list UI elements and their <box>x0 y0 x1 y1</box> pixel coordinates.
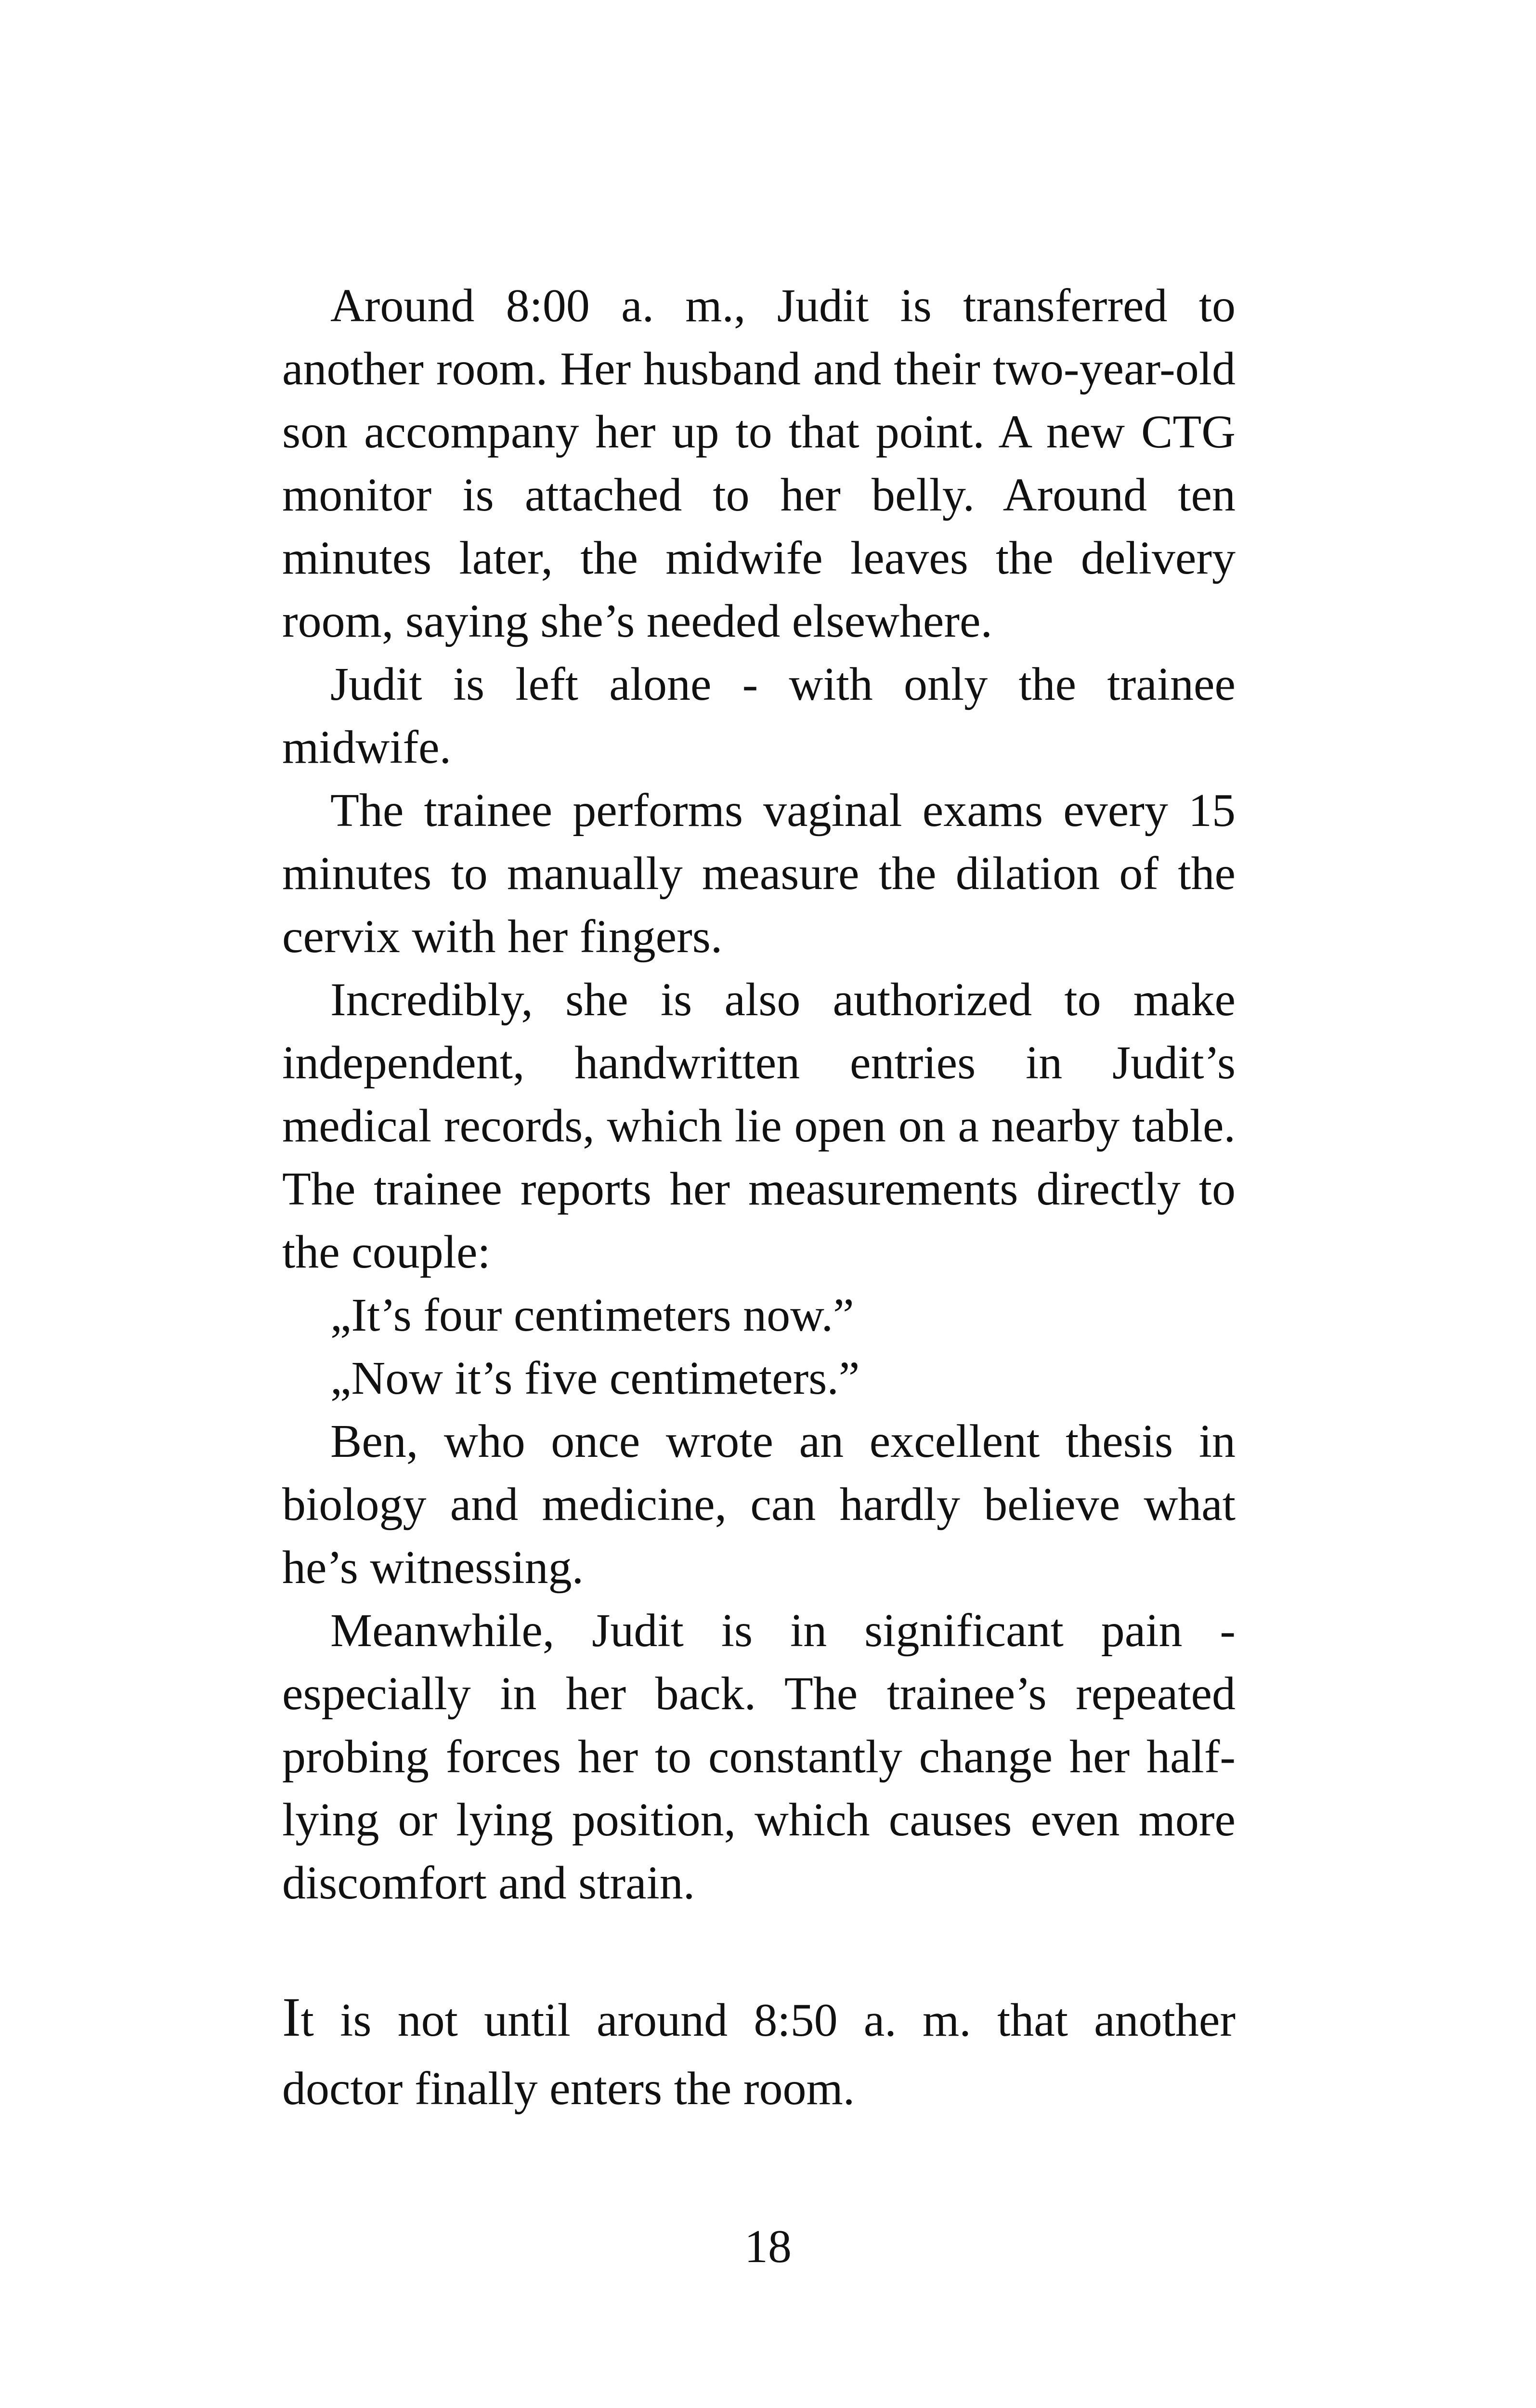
initial-letter: I <box>282 1987 301 2048</box>
paragraph: Around 8:00 a. m., Judit is transferred to another room. Her husband and their two-year-old son accompany her up to that point. A new CTG monitor is attached to her belly. Around ten minutes later, the midwife leaves the delivery room, saying she’s needed elsewhere. <box>282 280 1236 647</box>
dialogue-line: „Now it’s five centimeters.” <box>330 1352 860 1404</box>
paragraph: The trainee performs vaginal exams every 15 minutes to manually measure the dilation of the cervix with her fingers. <box>282 785 1236 963</box>
section-paragraph <box>282 1983 1236 2123</box>
paragraph: Meanwhile, Judit is in significant pain - especially in her back. The trainee’s repeated probing forces her to constantly change her half-lying or lying position, which causes even more discomfort and strain. <box>282 1605 1236 1909</box>
dialogue-line: „It’s four centimeters now.” <box>330 1289 854 1341</box>
paragraph: Ben, who once wrote an excellent thesis in biology and medicine, can hardly believe what he’s witnessing. <box>282 1415 1236 1594</box>
page-number: 18 <box>744 2221 792 2273</box>
body-text <box>282 275 1236 1915</box>
paragraph: Incredibly, she is also authorized to make independent, handwritten entries in Judit’s medical records, which lie open on a nearby table. The trainee reports her measurements directly to the couple: <box>282 974 1236 1278</box>
paragraph: Judit is left alone - with only the trainee midwife. <box>282 658 1236 773</box>
section-text: t is not until around 8:50 a. m. that another doctor finally enters the room. <box>282 1994 1236 2115</box>
section-opening <box>282 1983 1236 2123</box>
